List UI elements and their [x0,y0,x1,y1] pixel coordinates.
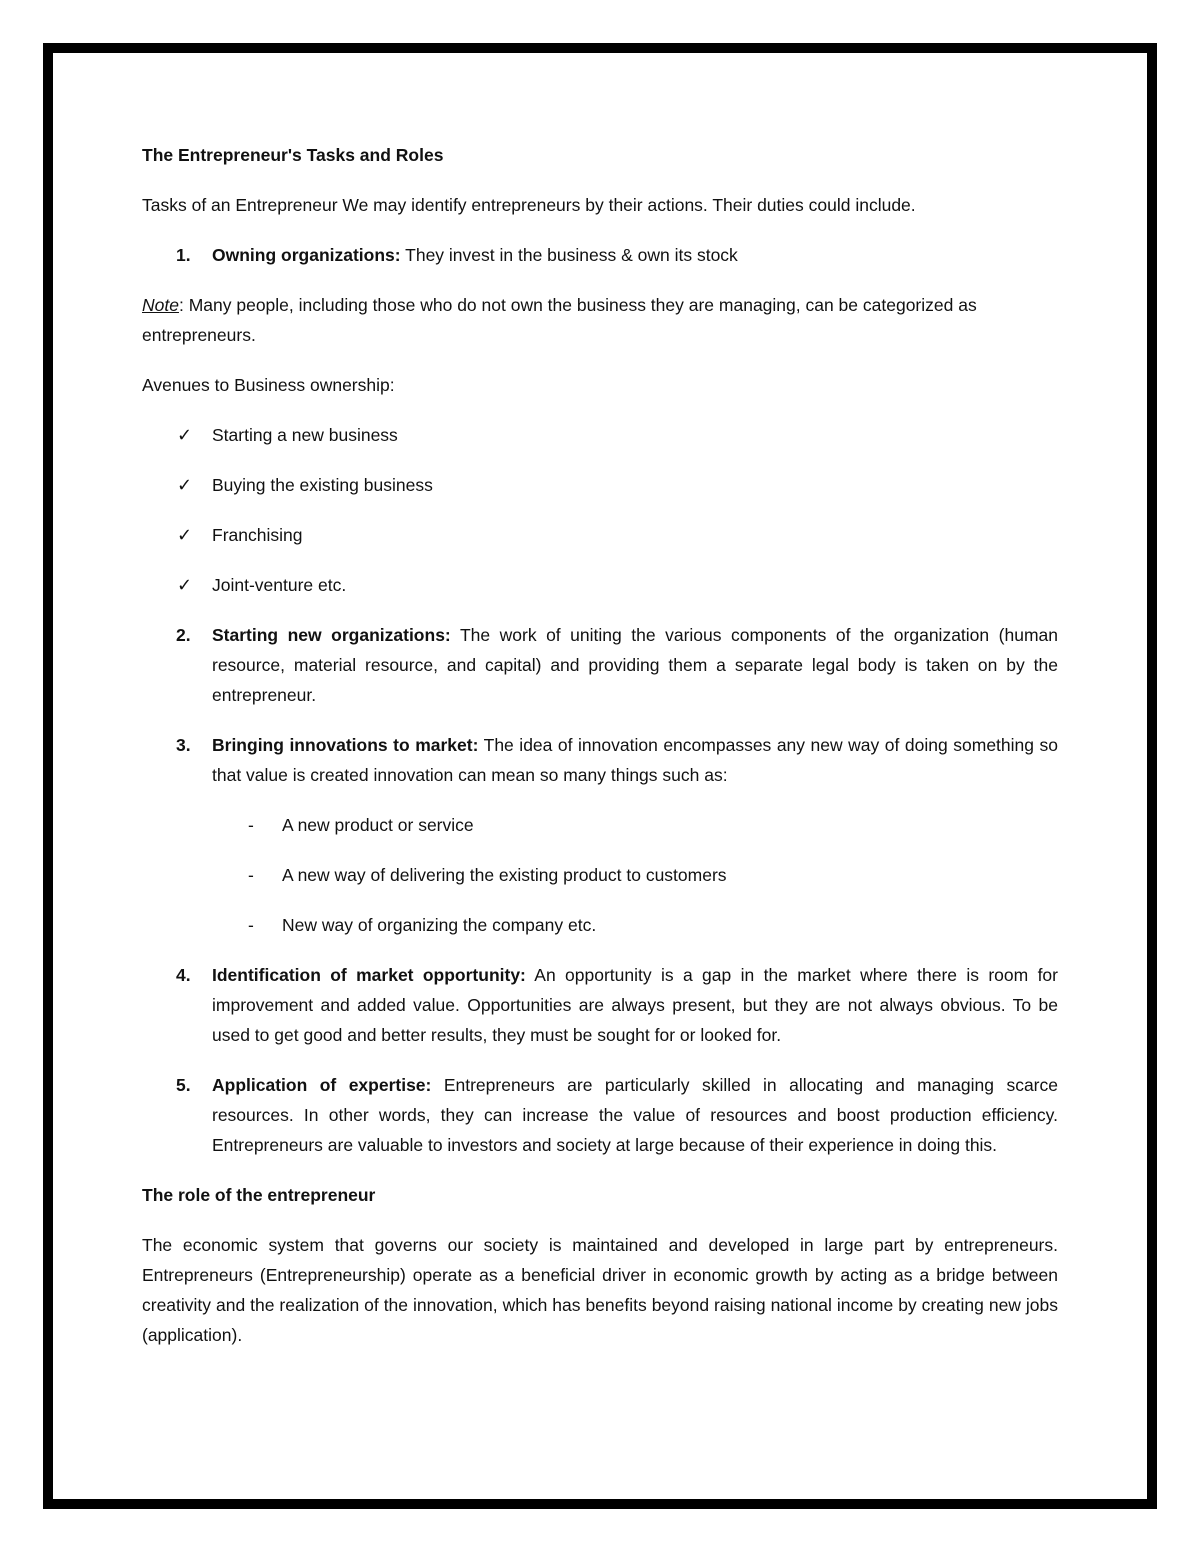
list-item: - A new product or service [142,810,1058,840]
item-label: Identification of market opportunity: [212,965,526,985]
item-text: They invest in the business & own its stock [400,245,738,265]
role-paragraph: The economic system that governs our society is maintained and developed in large part by entrepreneurs. Entrepreneurs (Entrepreneurship) operate as a beneficial driver in economic growth by acting as a bridge between creativity and the realization of the innovation, which has benefits beyond raising national income by creating new jobs (application). [142,1235,1058,1345]
item-label: Bringing innovations to market: [212,735,479,755]
section-heading: The role of the entrepreneur [142,1185,376,1205]
note-text: : Many people, including those who do not own the business they are managing, can be categorized as entrepreneurs. [142,295,977,345]
item-label: Starting new organizations: [212,625,451,645]
item-label: Owning organizations: [212,245,401,265]
list-item: ✓ Franchising [142,520,1058,550]
list-number: 5. [176,1075,191,1095]
item-text: Entrepreneurs are particularly skilled in allocating and managing scarce resources. In other words, they can increase the value of resources and boost production efficiency. Entrepreneurs are valuable to investors and society at large because of their experience in doing this. [212,1075,1058,1155]
list-number: 4. [176,965,191,985]
item-text: An opportunity is a gap in the market where there is room for improvement and added value. Opportunities are always present, but they are not always obvious. To be used to get good and better results, they must be sought for or looked for. [212,965,1058,1045]
note-paragraph [142,290,1058,350]
list-item: - New way of organizing the company etc. [142,910,1058,940]
avenues-heading: Avenues to Business ownership: [142,375,395,395]
list-item: ✓ Joint-venture etc. [142,570,1058,600]
checkmark-icon: ✓ [177,525,193,545]
document-body [142,140,1058,1350]
list-number: 3. [176,735,191,755]
item-text: The idea of innovation encompasses any new way of doing something so that value is created innovation can mean so many things such as: [212,735,1058,785]
list-item-5 [142,1070,1058,1160]
list-number: 1. [176,245,191,265]
dash-bullet: - [248,865,254,885]
list-item: ✓ Buying the existing business [142,470,1058,500]
dash-bullet: - [248,815,254,835]
item-text: The work of uniting the various components of the organization (human resource, material resource, and capital) and providing them a separate legal body is taken on by the entrepreneur. [212,625,1058,705]
list-item-2 [142,620,1058,710]
checkmark-icon: ✓ [177,475,193,495]
list-item: - A new way of delivering the existing product to customers [142,860,1058,890]
dash-bullet: - [248,915,254,935]
item-label: Application of expertise: [212,1075,432,1095]
list-item: ✓ Starting a new business [142,420,1058,450]
list-item-4 [142,960,1058,1050]
checkmark-icon: ✓ [177,425,193,445]
note-label: Note [142,295,179,315]
list-item-1 [142,240,1058,270]
list-item-3 [142,730,1058,790]
checkmark-icon: ✓ [177,575,193,595]
list-number: 2. [176,625,191,645]
document-title: The Entrepreneur's Tasks and Roles [142,145,444,165]
intro-paragraph: Tasks of an Entrepreneur We may identify entrepreneurs by their actions. Their duties could include. [142,195,916,215]
